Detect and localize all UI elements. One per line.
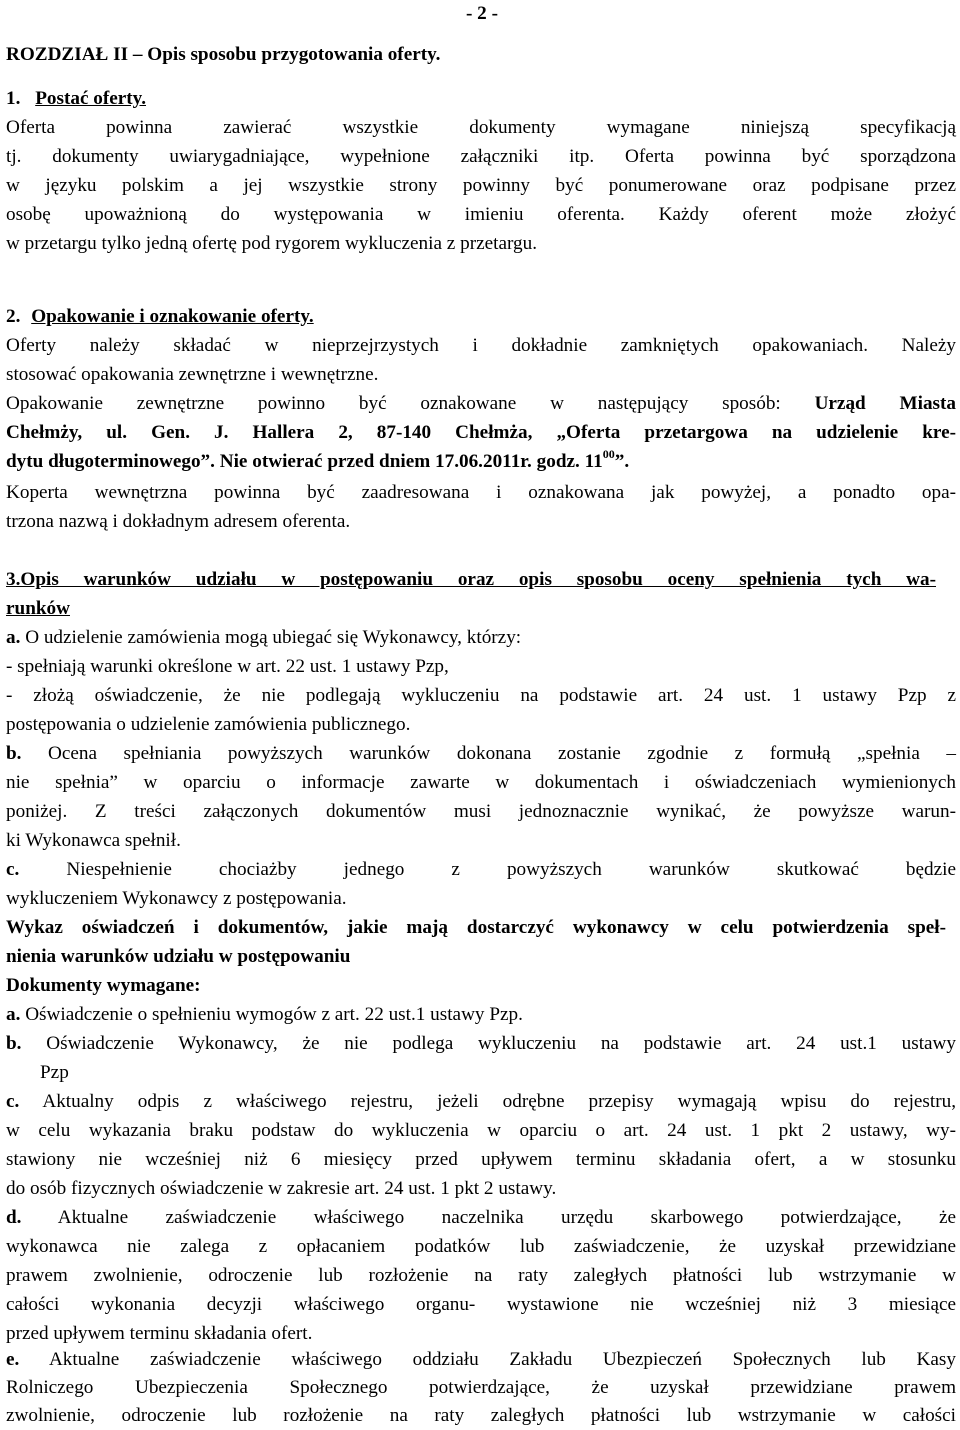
paragraph-line: Rolniczego Ubezpieczenia Społecznego potwierdzające, że uzyskał przewidziane prawem (6, 1377, 956, 1398)
paragraph-line: prawem zwolnienie, odroczenie lub rozłożenie na raty zaległych płatności lub wstrzymanie w (6, 1265, 956, 1286)
paragraph-line (6, 389, 956, 418)
text-span: Aktualne zaświadczenie właściwego naczelnika urzędu skarbowego potwierdzające, że (21, 1207, 956, 1228)
item-label: a. (6, 1004, 21, 1025)
doc-item-c (6, 1087, 956, 1116)
text-span: Oświadczenie Wykonawcy, że nie podlega wykluczeniu na podstawie art. 24 ust.1 ustawy (21, 1033, 956, 1054)
docs-heading: Dokumenty wymagane: (6, 975, 201, 996)
list-item-c (6, 855, 956, 884)
paragraph-line: Oferty należy składać w nieprzejrzystych i dokładnie zamkniętych opakowaniach. Należy (6, 335, 956, 356)
paragraph-line: w przetargu tylko jedną ofertę pod rygorem wykluczenia z przetargu. (6, 233, 538, 254)
paragraph-line: wykonawca nie zalega z opłacaniem podatków lub zaświadczenie, że uzyskał przewidziane (6, 1236, 956, 1257)
paragraph-line: do osób fizycznych oświadczenie w zakresie art. 24 ust. 1 pkt 2 ustawy. (6, 1178, 557, 1199)
section-1-title: Postać oferty. (35, 88, 147, 109)
item-label: a. (6, 627, 21, 648)
section-3-heading-cont: runków (6, 598, 70, 619)
paragraph-line: zwolnienie, odroczenie lub rozłożenie na raty zaległych płatności lub wstrzymanie w całości (6, 1405, 956, 1426)
page-number: - 2 - (466, 3, 498, 24)
paragraph-line: Chełmży, ul. Gen. J. Hallera 2, 87-140 Chełmża, „Oferta przetargowa na udzielenie kre- (6, 422, 956, 443)
paragraph-line: Koperta wewnętrzna powinna być zaadresowana i oznakowana jak powyżej, a ponadto opa- (6, 482, 956, 503)
text-span: O udzielenie zamówienia mogą ubiegać się Wykonawcy, którzy: (20, 627, 522, 648)
paragraph-line: trzona nazwą i dokładnym adresem oferenta. (6, 511, 351, 532)
text-span: ”. (614, 451, 630, 472)
list-item-b (6, 739, 956, 768)
section-1-heading (6, 84, 956, 113)
paragraph-line: całości wykonania decyzji właściwego organu- wystawione nie wcześniej niż 3 miesiące (6, 1294, 956, 1315)
paragraph-line: - spełniają warunki określone w art. 22 ust. 1 ustawy Pzp, (6, 656, 449, 677)
paragraph-line: postępowania o udzielenie zamówienia publicznego. (6, 714, 411, 735)
text-span: Aktualny odpis z właściwego rejestru, jeżeli odrębne przepisy wymagają wpisu do rejestru, (19, 1091, 956, 1112)
chapter-title: ROZDZIAŁ II – Opis sposobu przygotowania oferty. (6, 44, 441, 65)
section-3-heading: 3.Opis warunków udziału w postępowaniu oraz opis sposobu oceny spełnienia tych wa- (6, 569, 936, 590)
paragraph-line: Pzp (40, 1062, 69, 1083)
section-2-number: 2. (6, 306, 21, 327)
text-span: Opakowanie zewnętrzne powinno być oznakowane w następujący sposób: (6, 393, 815, 414)
paragraph-line: stosować opakowania zewnętrzne i wewnętrzne. (6, 364, 379, 385)
doc-item-d (6, 1203, 956, 1232)
text-span: Ocena spełniania powyższych warunków dokonana zostanie zgodnie z formułą „spełnia – (21, 743, 956, 764)
item-label: c. (6, 1091, 20, 1112)
hour-superscript: 00 (602, 446, 615, 461)
paragraph-line: stawiony nie wcześniej niż 6 miesięcy przed upływem terminu składania ofert, a w stosunku (6, 1149, 956, 1170)
section-2-heading (6, 302, 956, 331)
paragraph-line: ki Wykonawca spełnił. (6, 830, 181, 851)
wykaz-heading-cont: nienia warunków udziału w postępowaniu (6, 946, 351, 967)
item-label: b. (6, 1033, 22, 1054)
paragraph-line (6, 447, 956, 476)
doc-item-b (6, 1029, 956, 1058)
doc-item-e (6, 1345, 956, 1374)
address-span: Urząd Miasta (814, 393, 957, 414)
list-item-a (6, 623, 956, 652)
item-label: e. (6, 1349, 20, 1370)
item-label: d. (6, 1207, 22, 1228)
paragraph-line: nie spełnia” w oparciu o informacje zawarte w dokumentach i oświadczeniach wymienionych (6, 772, 956, 793)
paragraph-line: przed upływem terminu składania ofert. (6, 1323, 313, 1344)
paragraph-line: w celu wykazania braku podstaw do wykluczenia w oparciu o art. 24 ust. 1 pkt 2 ustawy, wy- (6, 1120, 956, 1141)
doc-item-a (6, 1000, 956, 1029)
text-span: dytu długoterminowego”. Nie otwierać przed dniem 17.06.2011r. godz. 11 (6, 451, 603, 472)
section-1-number: 1. (6, 88, 21, 109)
paragraph-line: tj. dokumenty uwiarygadniające, wypełnione załączniki itp. Oferta powinna być sporządzona (6, 146, 956, 167)
section-2-title: Opakowanie i oznakowanie oferty. (31, 306, 314, 327)
paragraph-line: wykluczeniem Wykonawcy z postępowania. (6, 888, 347, 909)
item-label: b. (6, 743, 22, 764)
text-span: Niespełnienie chociażby jednego z powyższych warunków skutkować będzie (19, 859, 956, 880)
wykaz-heading: Wykaz oświadczeń i dokumentów, jakie mają dostarczyć wykonawcy w celu potwierdzenia speł- (6, 917, 946, 938)
paragraph-line: w języku polskim a jej wszystkie strony powinny być ponumerowane oraz podpisane przez (6, 175, 956, 196)
text-span: Aktualne zaświadczenie właściwego oddziału Zakładu Ubezpieczeń Społecznych lub Kasy (19, 1349, 956, 1370)
paragraph-line: osobę upoważnioną do występowania w imieniu oferenta. Każdy oferent może złożyć (6, 204, 956, 225)
paragraph-line: poniżej. Z treści załączonych dokumentów musi jednoznacznie wynikać, że powyższe warun- (6, 801, 956, 822)
text-span: Oświadczenie o spełnieniu wymogów z art. 22 ust.1 ustawy Pzp. (20, 1004, 523, 1025)
item-label: c. (6, 859, 20, 880)
paragraph-line: Oferta powinna zawierać wszystkie dokumenty wymagane niniejszą specyfikacją (6, 117, 956, 138)
paragraph-line: - złożą oświadczenie, że nie podlegają wykluczeniu na podstawie art. 24 ust. 1 ustawy Pzp z (6, 685, 956, 706)
